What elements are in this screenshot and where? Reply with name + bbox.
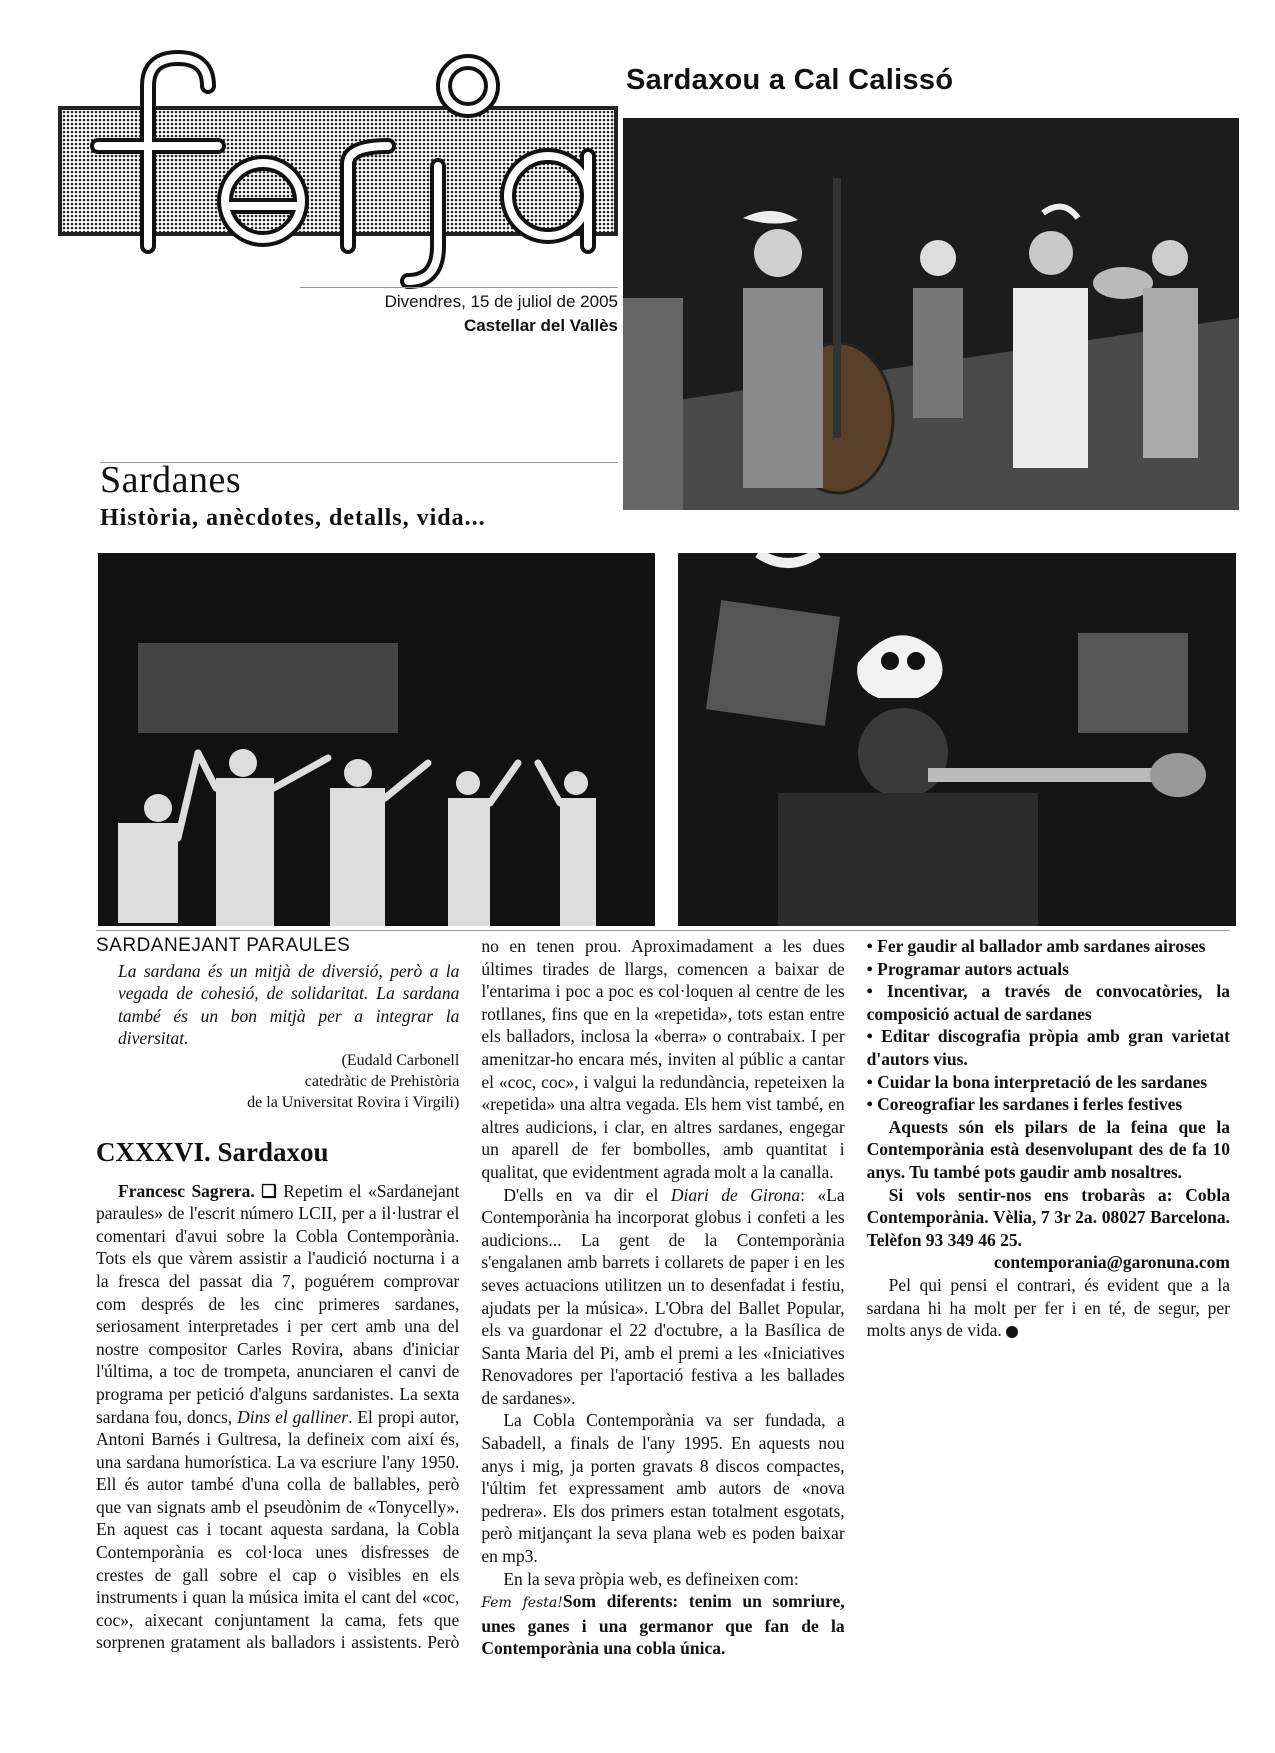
article-title: CXXXVI. Sardaxou (96, 1136, 329, 1167)
epigraph-cite-2: catedràtic de Prehistòria (304, 1072, 460, 1090)
end-mark-icon (1006, 1326, 1018, 1338)
dancers-photo (98, 553, 655, 926)
bullet-item: • Fer gaudir al ballador amb sardanes airoses (866, 936, 1206, 956)
dateline-location: Castellar del Vallès (463, 316, 618, 335)
article-p2-start: D'ells en va dir el (503, 1184, 659, 1205)
section-title: Sardanes (100, 459, 242, 501)
top-photo-title: Sardaxou a Cal Calissó (626, 64, 954, 96)
sardana-title: Dins el galliner (237, 1406, 349, 1427)
bullet-item: • Cuidar la bona interpretació de les sardanes (866, 1071, 1208, 1092)
dateline-date: Divendres, 15 de juliol de 2005 (384, 292, 618, 311)
section-subtitle: Història, anècdotes, detalls, vida... (100, 505, 486, 531)
forja-masthead-logo (58, 46, 618, 296)
article-p2-rest: : «La Contemporània ha incorporat globus i confeti a les audicions... La gent de la Contemporània s'engalanen amb barrets i collarets de paper i en les seves actuacions utilitzen un to desenfadat i festiu, ajudats per la música». L'Obra del Ballet Popular, els va guardonar el 22 d'octubre, a la Basílica de Santa Maria del Pi, amb el premi a les «Iniciatives Renovadores per l'aportació festiva a les ballades de sardanes». (481, 1184, 845, 1408)
epigraph-cite-1: (Eudald Carbonell (341, 1051, 460, 1069)
article-p1-rest: . El propi autor, Antoni Barnés i Gultresa, la defineix com així és, una sardana humorística. La va escriure l'any 1950. Ell és autor també d'una colla de ballables, però que van signats amb el pseudònim de «Tonycelly». En aquest cas i tocant aquesta sardana, la Cobla Contemporània es col·loca unes disfresses de crestes de gall sobre el cap o visibles en els instruments i quan la música imita el cant del «coc, coc», aixecant conjuntament la cama, fets que sorprenen gratament als balladors i assistents. Però no en tenen prou. Aproximadament a les dues últimes tirades de llargs, comencen a baixar de l'entarima i poc a poc es col·loquen al centre de les rotllanes, fins que en la «repetida», tots estan entre els balladors, inclosa la «berra» o contrabaix. I per amenitzar-ho encara més, inviten al públic a cantar el «coc, coc», i valgui la redundància, repeteixen la «repetida» una altra vegada. Els hem vist també, en altres audicions, i clar, en altres sardanes, engegar un aparell de fer bombolles, amb quantitat i qualitat, que evidentment agrada molt a la canalla. (96, 936, 845, 1653)
contact-email: contemporania@garonuna.com (993, 1252, 1230, 1273)
article-body (96, 935, 1230, 1675)
top-photo-musicians (623, 118, 1239, 510)
article-byline: Francesc Sagrera. ❑ (118, 1180, 277, 1201)
quote-lead: Som diferents: tenim un somriure, unes ganes i una germanor que fan de la Contemporània una cobla única. (481, 1591, 845, 1659)
bullet-item: • Editar discografia pròpia amb gran varietat d'autors vius. (866, 1026, 1230, 1069)
bullet-item: • Incentivar, a través de convocatòries, la composició actual de sardanes (866, 981, 1230, 1024)
bullet-item: • Programar autors actuals (866, 958, 1069, 979)
article-paragraph-4: En la seva pròpia web, es defineixen com: (503, 1568, 799, 1589)
closing-paragraph (867, 1274, 1230, 1342)
quote-lead-paragraph (481, 1590, 844, 1660)
pillars-paragraph: Aquests són els pilars de la feina que la Contemporània està desenvolupant des de fa 10 anys. Tu també pots gaudir amb nosaltres. (866, 1116, 1230, 1182)
article-p1-text: Repetim el «Sardanejant paraules» de l'escrit número LCII, per a il·lustrar el comentari d'avui sobre la Cobla Contemporània. Tots els que vàrem assistir a l'audició nocturna i a la fresca del passat dia 7, poguérem comprovar com després de les cinc primeres sardanes, seriosament interpretades i per cert amb una del nostre compositor Carles Rovira, abans d'iniciar l'última, a toc de trompeta, anunciaren el canvi de programa per petició d'alguns sardanistes. La sexta sardana fou, doncs, (96, 1180, 460, 1427)
closing-text: Pel qui pensi el contrari, és evident que a la sardana hi ha molt per fer i en té, de segur, per molts anys de vida. (866, 1274, 1230, 1341)
columns-rule (96, 930, 1230, 931)
source-name: Diari de Girona (670, 1184, 801, 1205)
epigraph-text: La sardana és un mitjà de diversió, però a la vegada de cohesió, de solidaritat. La sardana també és un bon mitjà per a integrar la diversitat. (118, 960, 460, 1049)
dateline (300, 290, 618, 338)
fem-festa-script-mark: Fem festa! (481, 1595, 563, 1612)
trumpet-player-photo (678, 553, 1236, 926)
dateline-rule (300, 287, 618, 288)
article-paragraph-3: La Cobla Contemporània va ser fundada, a Sabadell, a finals de l'any 1995. En aquests nou anys i mig, ja porten gravats 8 discos compactes, l'últim fet expressament amb autors de «nova pedrera». Els dos primers estan totalment esgotats, però mitjançant la seva plana web es poden baixar en mp3. (481, 1410, 845, 1567)
article-paragraph-2 (481, 1184, 844, 1410)
bullet-item: • Coreografiar les sardanes i ferles festives (866, 1094, 1183, 1115)
column-kicker: SARDANEJANT PARAULES (96, 935, 351, 956)
contact-paragraph: Si vols sentir-nos ens trobaràs a: Cobla Contemporània. Vèlia, 7 3r 2a. 08027 Barcelona. Telèfon 93 349 46 25. (866, 1184, 1230, 1250)
epigraph-cite-3: de la Universitat Rovira i Virgili) (247, 1093, 460, 1111)
